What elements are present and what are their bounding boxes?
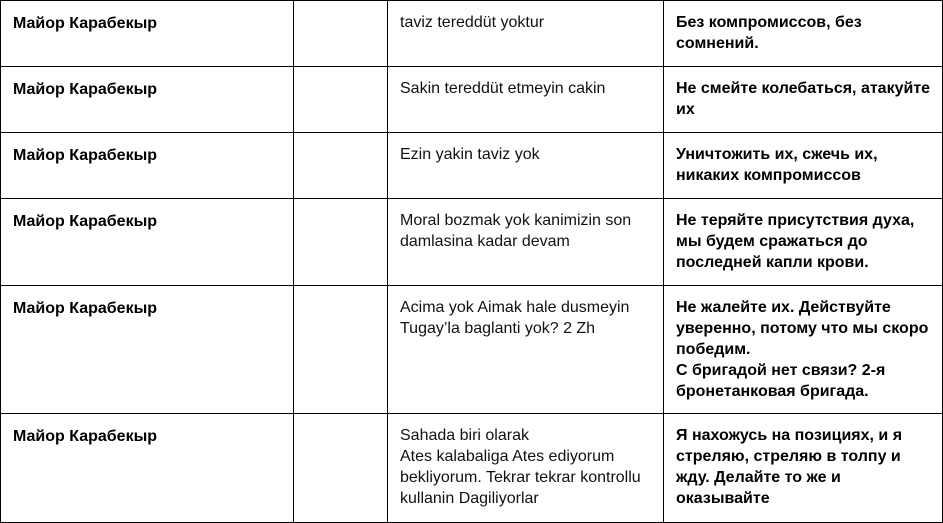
translation-line: Я нахожусь на позициях, и я стреляю, стреляю в толпу и жду. Делайте то же и оказывайте <box>676 427 903 507</box>
translation-cell <box>664 67 943 133</box>
original-text-cell <box>388 414 664 523</box>
translation-cell <box>664 414 943 523</box>
speaker-cell: Майор Карабекыр <box>1 199 294 286</box>
original-text-line: Sakin tereddüt etmeyin cakin <box>400 80 606 97</box>
translation-line: Уничтожить их, сжечь их, никаких компромиссов <box>676 146 878 184</box>
empty-cell <box>294 67 388 133</box>
empty-cell <box>294 199 388 286</box>
translation-cell <box>664 286 943 414</box>
table-row <box>1 67 943 133</box>
table-row <box>1 414 943 523</box>
translation-line: Без компромиссов, без сомнений. <box>676 14 862 52</box>
original-text-cell <box>388 286 664 414</box>
empty-cell <box>294 414 388 523</box>
original-text-cell <box>388 67 664 133</box>
table-row <box>1 199 943 286</box>
original-text-cell <box>388 133 664 199</box>
table-row <box>1 1 943 67</box>
speaker-cell: Майор Карабекыр <box>1 286 294 414</box>
original-text-line: Sahada biri olarak <box>400 427 529 444</box>
speaker-cell: Майор Карабекыр <box>1 1 294 67</box>
table-row <box>1 286 943 414</box>
translation-cell <box>664 1 943 67</box>
empty-cell <box>294 133 388 199</box>
speaker-cell: Майор Карабекыр <box>1 133 294 199</box>
empty-cell <box>294 286 388 414</box>
transcript-rows <box>1 1 943 523</box>
translation-cell <box>664 199 943 286</box>
speaker-cell: Майор Карабекыр <box>1 67 294 133</box>
original-text-cell <box>388 199 664 286</box>
original-text-line: Moral bozmak yok kanimizin son damlasina kadar devam <box>400 212 632 250</box>
empty-cell <box>294 1 388 67</box>
original-text-line: Ates kalabaliga Ates ediyorum bekliyorum. Tekrar tekrar kontrollu kullanin Dagiliyorlar <box>400 448 641 507</box>
table-row <box>1 133 943 199</box>
translation-line: С бригадой нет связи? 2-я бронетанковая бригада. <box>676 362 886 400</box>
original-text-cell <box>388 1 664 67</box>
original-text-line: Ezin yakin taviz yok <box>400 146 540 163</box>
original-text-line: taviz tereddüt yoktur <box>400 14 545 31</box>
translation-line: Не теряйте присутствия духа, мы будем сражаться до последней капли крови. <box>676 212 915 271</box>
speaker-cell: Майор Карабекыр <box>1 414 294 523</box>
translation-line: Не смейте колебаться, атакуйте их <box>676 80 931 118</box>
original-text-line: Acima yok Aimak hale dusmeyin Tugay’la baglanti yok? 2 Zh <box>400 299 630 337</box>
translation-cell <box>664 133 943 199</box>
translation-line: Не жалейте их. Действуйте уверенно, потому что мы скоро победим. <box>676 299 929 358</box>
